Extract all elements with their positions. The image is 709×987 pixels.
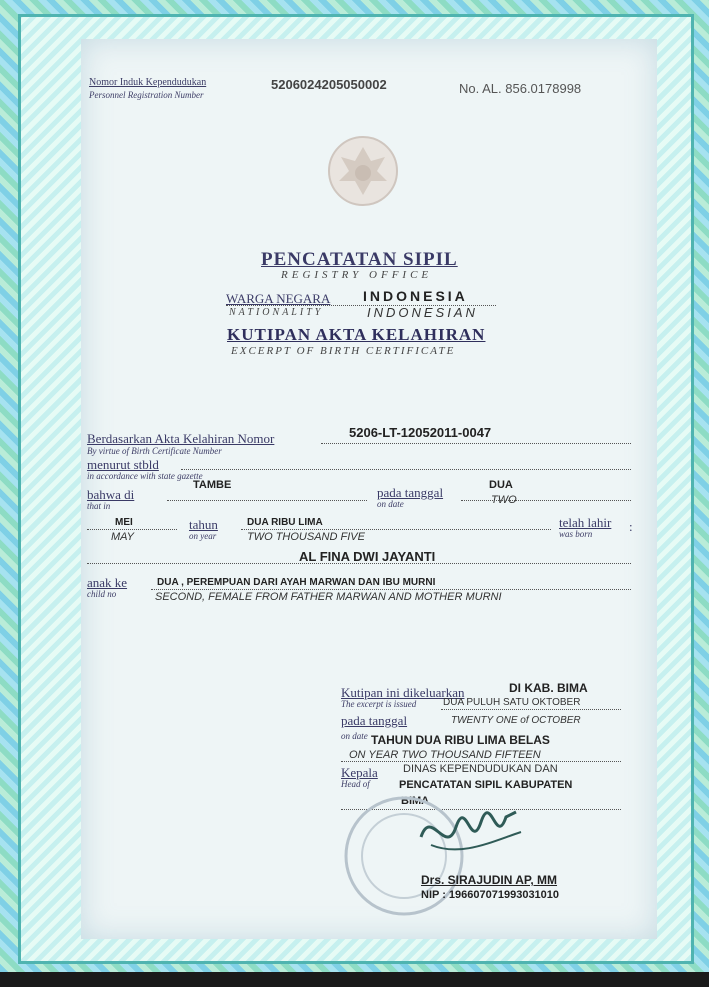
serial-number: No. AL. 856.0178998 <box>459 81 582 96</box>
nationality-label: WARGA NEGARA <box>226 291 331 306</box>
stbld-label-en: in accordance with state gazette <box>87 471 203 481</box>
head-label-en: Head of <box>341 779 370 789</box>
bottom-shadow <box>0 972 709 987</box>
issued-date-en: TWENTY ONE of OCTOBER <box>451 715 581 726</box>
issued-date-label: pada tanggal <box>341 713 408 728</box>
issued-label: Kutipan ini dikeluarkan <box>341 685 465 700</box>
certificate-number: 5206-LT-12052011-0047 <box>349 425 492 440</box>
certificate-paper <box>81 39 657 939</box>
office-title-en: REGISTRY OFFICE <box>281 269 433 281</box>
inner-border <box>18 14 694 964</box>
issued-label-en: The excerpt is issued <box>341 699 417 709</box>
child-no-value-en: SECOND, FEMALE FROM FATHER MARWAN AND MOTHER MURNI <box>155 591 502 603</box>
year-label-en: on year <box>189 531 217 541</box>
nik-value: 5206024205050002 <box>271 77 387 92</box>
child-no-line <box>151 589 631 590</box>
born-label: telah lahir <box>559 515 612 530</box>
place-label-en: that in <box>87 501 111 511</box>
nik-label-en: Personnel Registration Number <box>89 90 204 100</box>
nationality-value-en: INDONESIAN <box>367 305 478 320</box>
head-office-3: BIMA <box>401 795 430 807</box>
nik-label: Nomor Induk Kependudukan <box>89 77 207 88</box>
stbld-line <box>181 469 631 470</box>
day-line <box>461 500 631 501</box>
year-label: tahun <box>189 517 218 532</box>
day-value-en: TWO <box>491 494 517 506</box>
certificate-number-line <box>321 443 631 444</box>
place-value: TAMBE <box>193 479 232 491</box>
nationality-value: INDONESIA <box>363 288 468 304</box>
issued-place: DI KAB. BIMA <box>509 681 588 695</box>
issued-date-line <box>441 709 621 710</box>
date-label-en: on date <box>377 499 404 509</box>
stbld-label: menurut stbld <box>87 457 159 472</box>
official-name: Drs. SIRAJUDIN AP, MM <box>421 873 558 887</box>
child-no-label-en: child no <box>87 589 117 599</box>
head-office-2: PENCATATAN SIPIL KABUPATEN <box>399 779 573 791</box>
day-value: DUA <box>489 479 513 491</box>
year-line <box>241 529 551 530</box>
child-name-line <box>87 563 631 564</box>
child-no-value: DUA , PEREMPUAN DARI AYAH MARWAN DAN IBU MURNI <box>157 577 436 588</box>
month-value-en: MAY <box>111 531 135 543</box>
born-colon: : <box>629 519 633 534</box>
issued-year-en: ON YEAR TWO THOUSAND FIFTEEN <box>349 749 541 761</box>
month-line <box>87 529 177 530</box>
garuda-emblem-icon <box>323 131 403 209</box>
child-name: AL FINA DWI JAYANTI <box>299 549 436 564</box>
year-value-en: TWO THOUSAND FIVE <box>247 531 365 543</box>
head-label: Kepala <box>341 765 378 780</box>
place-label: bahwa di <box>87 487 135 502</box>
head-office-1: DINAS KEPENDUDUKAN DAN <box>403 763 558 775</box>
document-title-en: EXCERPT OF BIRTH CERTIFICATE <box>231 345 456 357</box>
office-title: PENCATATAN SIPIL <box>261 249 458 270</box>
issued-year: TAHUN DUA RIBU LIMA BELAS <box>371 733 550 747</box>
place-line <box>167 500 367 501</box>
document-title: KUTIPAN AKTA KELAHIRAN <box>227 325 486 344</box>
nationality-underline <box>226 305 496 306</box>
official-nip: NIP : 196607071993031010 <box>421 889 560 901</box>
date-label: pada tanggal <box>377 485 444 500</box>
issued-year-line <box>341 761 621 762</box>
basis-label-en: By virtue of Birth Certificate Number <box>87 446 222 456</box>
month-value: MEI <box>115 517 133 528</box>
year-value: DUA RIBU LIMA <box>247 517 323 528</box>
child-no-label: anak ke <box>87 575 128 590</box>
issued-date: DUA PULUH SATU OKTOBER <box>443 697 581 708</box>
basis-label: Berdasarkan Akta Kelahiran Nomor <box>87 431 275 446</box>
signature-icon <box>411 797 531 867</box>
born-label-en: was born <box>559 529 593 539</box>
on-date-label-en: on date <box>341 731 368 741</box>
nationality-label-en: NATIONALITY <box>229 307 324 318</box>
